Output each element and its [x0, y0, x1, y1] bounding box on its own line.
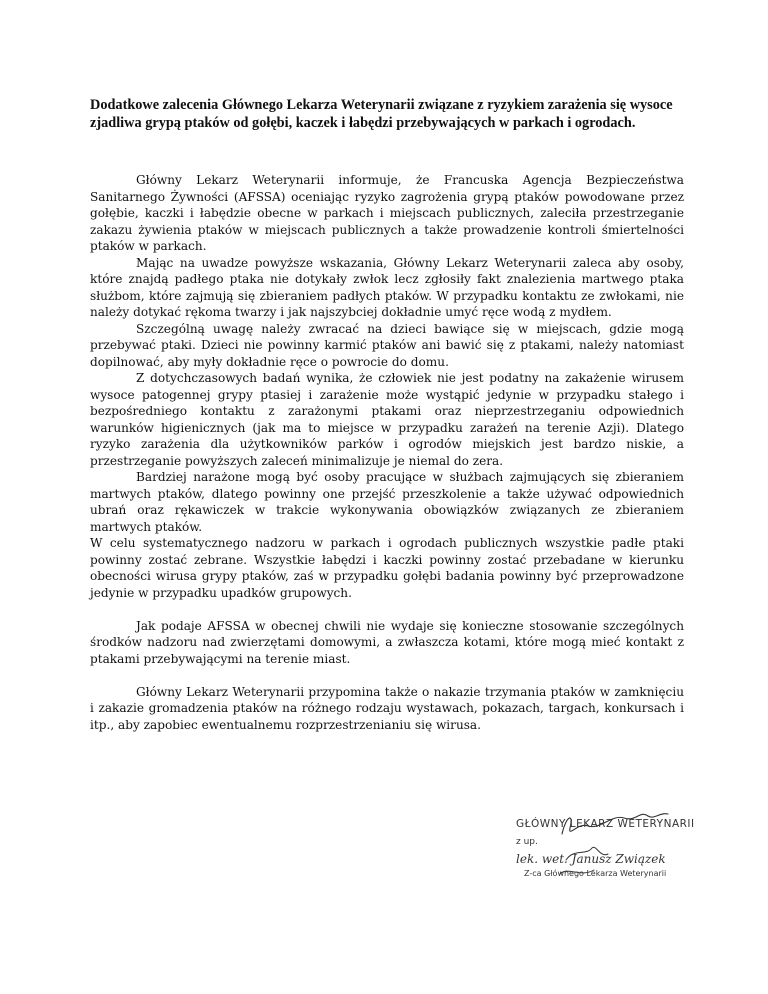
signature-stamp: [508, 808, 695, 898]
paragraph-children: Szczególną uwagę należy zwracać na dzieci bawiące się w miejscach, gdzie mogą przebywać ptaki. Dzieci nie powinny karmić ptaków ani bawić się z ptakami, należy natomiast dopilnować, aby myły dokładnie ręce o powrocie do domu.: [90, 321, 684, 369]
document-body: [90, 172, 684, 733]
paragraph-workers: Bardziej narażone mogą być osoby pracujące w służbach zajmujących się zbieraniem martwych ptaków, dlatego powinny one przejść przeszkolenie a także używać odpowiednich ubrań oraz rękawiczek w trakcie wykonywania obowiązków związanych ze zbieraniem martwych ptaków.: [90, 470, 684, 534]
signature-z-up: z up.: [516, 837, 538, 847]
signature-name: lek. wet. Janusz Związek: [516, 852, 666, 866]
paragraph-surveillance: W celu systematycznego nadzoru w parkach i ogrodach publicznych wszystkie padłe ptaki powinny zostać zebrane. Wszystkie łabędzi i kaczki powinny zostać przebadane w kierunku obecności wirusa grypy ptaków, zaś w przypadku gołębi badania powinny być przeprowadzone jedynie w przypadku upadków grupowych.: [90, 536, 684, 600]
paragraph-dead-bird-handling: Mając na uwadze powyższe wskazania, Główny Lekarz Weterynarii zaleca aby osoby, które znajdą padłego ptaka nie dotykały zwłok lecz zgłosiły fakt znalezienia martwego ptaka służbom, które zajmują się zbieraniem padłych ptaków. W przypadku kontaktu ze zwłokami, nie należy dotykać rękoma twarzy i jak najszybciej dokładnie umyć ręce wodą z mydłem.: [90, 255, 684, 319]
paragraph-afssa-assessment: Główny Lekarz Weterynarii informuje, że Francuska Agencja Bezpieczeństwa Sanitarnego Żywności (AFSSA) oceniając ryzyko zagrożenia grypą ptaków powodowane przez gołębie, kaczki i łabędzie obecne w parkach i miejscach publicznych, zaleciła przestrzeganie zakazu żywienia ptaków w miejscach publicznych a także prowadzenie kontroli śmiertelności ptaków w parkach.: [90, 173, 684, 253]
document-page: [90, 96, 684, 733]
document-title: Dodatkowe zalecenia Głównego Lekarza Weterynarii związane z ryzykiem zarażenia się wysoce zjadliwa grypą ptaków od gołębi, kaczek i łabędzi przebywających w parkach i ogrodach.: [90, 97, 673, 131]
paragraph-confinement: Główny Lekarz Weterynarii przypomina także o nakazie trzymania ptaków w zamknięciu i zakazie gromadzenia ptaków na różnego rodzaju wystawach, pokazach, targach, konkursach i itp., aby zapobiec ewentualnemu rozprzestrzenianiu się wirusa.: [90, 684, 684, 732]
signature-office: GŁÓWNY LEKARZ WETERYNARII: [516, 818, 695, 830]
paragraph-pets: Jak podaje AFSSA w obecnej chwili nie wydaje się konieczne stosowanie szczególnych środków nadzoru nad zwierzętami domowymi, a zwłaszcza kotami, które mogą mieć kontakt z ptakami przebywającymi na terenie miast.: [90, 618, 684, 666]
signature-role: Z-ca Głównego Lekarza Weterynarii: [524, 869, 667, 878]
paragraph-human-risk: Z dotychczasowych badań wynika, że człowiek nie jest podatny na zakażenie wirusem wysoce patogennej grypy ptasiej i zarażenie może wystąpić jedynie w przypadku stałego i bezpośredniego kontaktu z zarażonymi ptakami oraz nieprzestrzeganiu odpowiednich warunków higienicznych (jak ma to miejsce w przypadku zarażeń na terenie Azji). Dlatego ryzyko zarażenia dla użytkowników parków i ogrodów miejskich jest bardzo niskie, a przestrzeganie powyższych zaleceń minimalizuje je niemal do zera.: [90, 371, 684, 468]
handwritten-signature-icon: [508, 808, 688, 898]
